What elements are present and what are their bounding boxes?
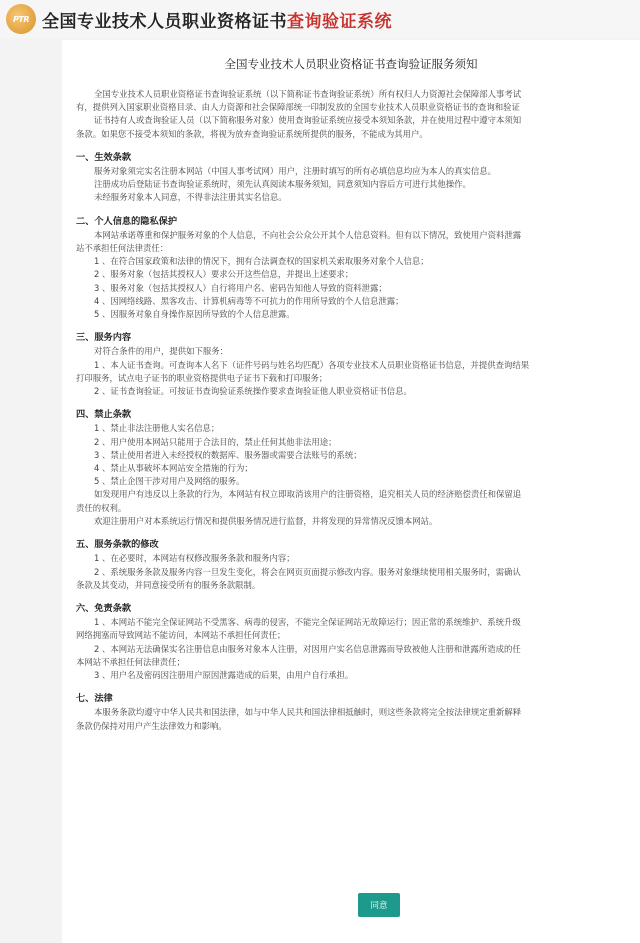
intro-line: 全国专业技术人员职业资格证书查询验证系统（以下简称证书查询验证系统）所有权归人力资源社会保障部人事考试 bbox=[94, 89, 522, 99]
notice-title: 全国专业技术人员职业资格证书查询验证服务须知 bbox=[224, 57, 478, 71]
section-heading: 四、禁止条款 bbox=[76, 409, 132, 421]
section-line: 2 、证书查询验证。可按证书查询验证系统操作要求查询验证他人职业资格证书信息。 bbox=[94, 386, 412, 397]
section-heading: 二、个人信息的隐私保护 bbox=[76, 215, 178, 227]
section-line: 1 、在符合国家政策和法律的情况下，拥有合法调查权的国家机关索取服务对象个人信息； bbox=[94, 256, 429, 267]
section-heading: 六、免责条款 bbox=[76, 602, 132, 614]
section-line: 站不承担任何法律责任： bbox=[76, 243, 169, 254]
section-line: 欢迎注册用户对本系统运行情况和提供服务情况进行监督，并将发现的异常情况反馈本网站。 bbox=[94, 515, 438, 526]
site-header bbox=[0, 0, 640, 38]
section-line: 2 、本网站无法确保实名注册信息由服务对象本人注册，对因用户实名信息泄露而导致被他人注册和泄露所造成的任 bbox=[94, 643, 521, 654]
section-line: 4 、因网络线路、黑客攻击、计算机病毒等不可抗力的作用所导致的个人信息泄露； bbox=[94, 295, 404, 306]
ptr-logo: PTR bbox=[6, 4, 36, 34]
section-line: 3 、用户名及密码因注册用户原因泄露造成的后果，由用户自行承担。 bbox=[94, 669, 354, 680]
section-line: 5 、禁止企图干涉对用户及网络的服务。 bbox=[94, 476, 245, 487]
site-title-main: 全国专业技术人员职业资格证书 bbox=[42, 11, 287, 32]
section-line: 条款及其变动，并同意接受所有的服务条款限制。 bbox=[76, 579, 261, 590]
section-heading: 一、生效条款 bbox=[76, 151, 132, 163]
section-heading: 七、法律 bbox=[76, 693, 113, 705]
intro-line: 有，提供列入国家职业资格目录、由人力资源和社会保障部统一印制发放的全国专业技术人员职业资格证书的查询和验证 bbox=[76, 102, 520, 113]
section-line: 2 、服务对象（包括其授权人）要求公开这些信息，并提出上述要求； bbox=[94, 269, 354, 280]
notice-panel bbox=[62, 40, 640, 943]
section-line: 1 、本网站不能完全保证网站不受黑客、病毒的侵害，不能完全保证网站无故障运行；因正常的系统维护、系统升级 bbox=[94, 617, 521, 628]
section-line: 注册成功后登陆证书查询验证系统时，须先认真阅读本服务须知，同意须知内容后方可进行其他操作。 bbox=[94, 179, 471, 190]
section-line: 1 、禁止非法注册他人实名信息； bbox=[94, 423, 220, 434]
section-line: 条款仍保持对用户产生法律效力和影响。 bbox=[76, 720, 227, 731]
section-line: 5 、因服务对象自身操作原因所导致的个人信息泄露。 bbox=[94, 309, 295, 320]
site-title-sub: 查询验证系统 bbox=[287, 11, 392, 32]
section-line: 网络拥塞而导致网站不能访问，本网站不承担任何责任； bbox=[76, 630, 286, 641]
intro-line: 证书持有人或查询验证人员（以下简称服务对象）使用查询验证系统应接受本须知条款，并在使用过程中遵守本须知 bbox=[94, 115, 522, 126]
section-line: 3 、服务对象（包括其授权人）自行将用户名、密码告知他人导致的资料泄露； bbox=[94, 282, 387, 293]
agree-button[interactable]: 同意 bbox=[358, 893, 400, 917]
notice-intro bbox=[76, 88, 640, 141]
section-line: 对符合条件的用户，提供如下服务： bbox=[94, 346, 228, 357]
section-line: 如发现用户有违反以上条款的行为，本网站有权立即取消该用户的注册资格，追究相关人员的经济赔偿责任和保留追 bbox=[94, 489, 522, 500]
section-heading: 三、服务内容 bbox=[76, 332, 132, 344]
section-line: 本服务条款均遵守中华人民共和国法律，如与中华人民共和国法律相抵触时，则这些条款将完全按法律规定重新解释 bbox=[94, 707, 522, 718]
section-line: 3 、禁止使用者进入未经授权的数据库、服务器或需要合法账号的系统； bbox=[94, 449, 362, 460]
notice-content bbox=[76, 88, 640, 733]
section-line: 1 、在必要时，本网站有权修改服务条款和服务内容； bbox=[94, 553, 295, 564]
intro-line: 条款。如果您不接受本须知的条款，将视为放弃查询验证系统所提供的服务，不能成为其用户。 bbox=[76, 128, 428, 139]
section-line: 4 、禁止从事破坏本网站安全措施的行为； bbox=[94, 463, 253, 474]
section-line: 未经服务对象本人同意，不得非法注册其实名信息。 bbox=[94, 192, 287, 203]
section-line: 1 、本人证书查询。可查询本人名下（证件号码与姓名均匹配）各项专业技术人员职业资格证书信息，并提供查询结果 bbox=[94, 359, 530, 370]
section-line: 本网站承诺尊重和保护服务对象的个人信息，不向社会公众公开其个人信息资料。但有以下情况，致使用户资料泄露 bbox=[94, 229, 522, 240]
section-line: 2 、用户使用本网站只能用于合法目的，禁止任何其他非法用途； bbox=[94, 436, 337, 447]
section-line: 打印服务，试点电子证书的职业资格提供电子证书下载和打印服务； bbox=[76, 372, 328, 383]
section-heading: 五、服务条款的修改 bbox=[76, 539, 159, 551]
section-line: 2 、系统服务条款及服务内容一旦发生变化，将会在网页页面提示修改内容。服务对象继续使用相关服务时，需确认 bbox=[94, 566, 521, 577]
site-title bbox=[42, 7, 392, 32]
section-line: 服务对象须完实名注册本网站（中国人事考试网）用户，注册时填写的所有必填信息均应为本人的真实信息。 bbox=[94, 166, 496, 177]
section-line: 本网站不承担任何法律责任； bbox=[76, 656, 185, 667]
section-line: 责任的权利。 bbox=[76, 502, 127, 513]
